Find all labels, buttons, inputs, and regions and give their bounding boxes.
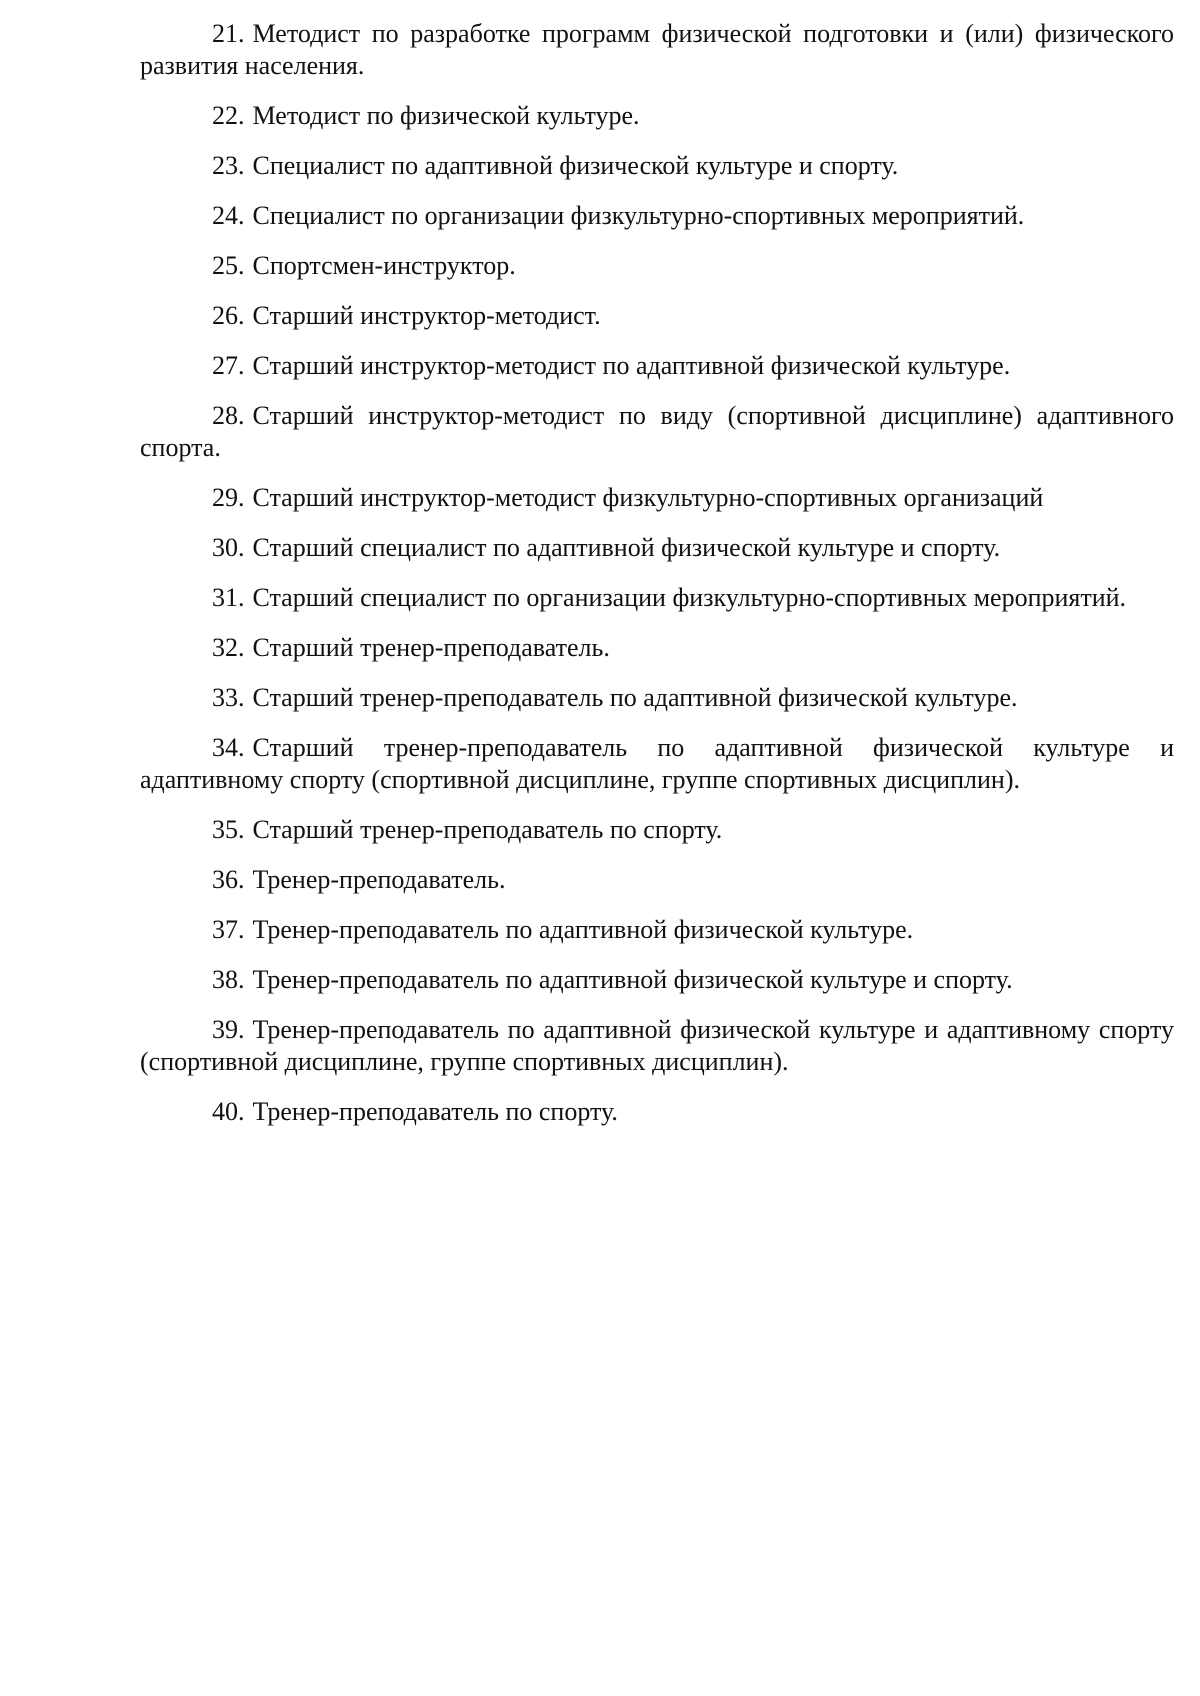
item-text: Спортсмен-инструктор. (252, 251, 516, 280)
item-number: 32. (212, 633, 245, 662)
list-item-26 (140, 300, 1174, 332)
item-number: 37. (212, 915, 245, 944)
list-item-32 (140, 632, 1174, 664)
position-list (140, 18, 1174, 1146)
list-item-31 (140, 582, 1174, 614)
item-text: Специалист по организации физкультурно-спортивных мероприятий. (252, 201, 1025, 230)
list-item-21 (140, 18, 1174, 82)
item-number: 24. (212, 201, 245, 230)
item-text: Старший инструктор-методист по виду (спортивной дисциплине) адаптивного спорта. (140, 401, 1174, 462)
item-text: Старший тренер-преподаватель по спорту. (252, 815, 723, 844)
item-text: Старший тренер-преподаватель по адаптивной физической культуре. (252, 683, 1018, 712)
item-text: Старший тренер-преподаватель. (252, 633, 610, 662)
item-text: Старший инструктор-методист по адаптивной физической культуре. (252, 351, 1011, 380)
list-item-40 (140, 1096, 1174, 1128)
item-text: Старший тренер-преподаватель по адаптивной физической культуре и адаптивному спорту (спортивной дисциплине, группе спортивных дисциплин). (140, 733, 1174, 794)
list-item-35 (140, 814, 1174, 846)
item-number: 31. (212, 583, 245, 612)
item-text: Старший специалист по организации физкультурно-спортивных мероприятий. (252, 583, 1127, 612)
item-number: 34. (212, 733, 245, 762)
item-text: Тренер-преподаватель по адаптивной физической культуре. (252, 915, 914, 944)
list-item-27 (140, 350, 1174, 382)
list-item-29 (140, 482, 1174, 514)
item-text: Специалист по адаптивной физической культуре и спорту. (252, 151, 899, 180)
item-text: Тренер-преподаватель. (252, 865, 506, 894)
list-item-39 (140, 1014, 1174, 1078)
item-text: Тренер-преподаватель по адаптивной физической культуре и адаптивному спорту (спортивной дисциплине, группе спортивных дисциплин). (140, 1015, 1174, 1076)
item-number: 27. (212, 351, 245, 380)
list-item-30 (140, 532, 1174, 564)
list-item-37 (140, 914, 1174, 946)
item-number: 39. (212, 1015, 245, 1044)
item-text: Тренер-преподаватель по адаптивной физической культуре и спорту. (252, 965, 1013, 994)
list-item-28 (140, 400, 1174, 464)
item-number: 40. (212, 1097, 245, 1126)
list-item-25 (140, 250, 1174, 282)
item-number: 29. (212, 483, 245, 512)
list-item-38 (140, 964, 1174, 996)
item-text: Старший инструктор-методист. (252, 301, 601, 330)
item-number: 28. (212, 401, 245, 430)
list-item-34 (140, 732, 1174, 796)
item-number: 33. (212, 683, 245, 712)
list-item-24 (140, 200, 1174, 232)
list-item-22 (140, 100, 1174, 132)
item-number: 30. (212, 533, 245, 562)
list-item-23 (140, 150, 1174, 182)
list-item-33 (140, 682, 1174, 714)
item-number: 23. (212, 151, 245, 180)
item-number: 36. (212, 865, 245, 894)
item-text: Методист по разработке программ физической подготовки и (или) физического развития населения. (140, 19, 1174, 80)
item-number: 26. (212, 301, 245, 330)
item-number: 21. (212, 19, 245, 48)
item-text: Тренер-преподаватель по спорту. (252, 1097, 618, 1126)
item-text: Методист по физической культуре. (252, 101, 640, 130)
item-number: 22. (212, 101, 245, 130)
list-item-36 (140, 864, 1174, 896)
item-number: 35. (212, 815, 245, 844)
item-number: 25. (212, 251, 245, 280)
item-text: Старший специалист по адаптивной физической культуре и спорту. (252, 533, 1001, 562)
item-text: Старший инструктор-методист физкультурно-спортивных организаций (252, 483, 1044, 512)
item-number: 38. (212, 965, 245, 994)
